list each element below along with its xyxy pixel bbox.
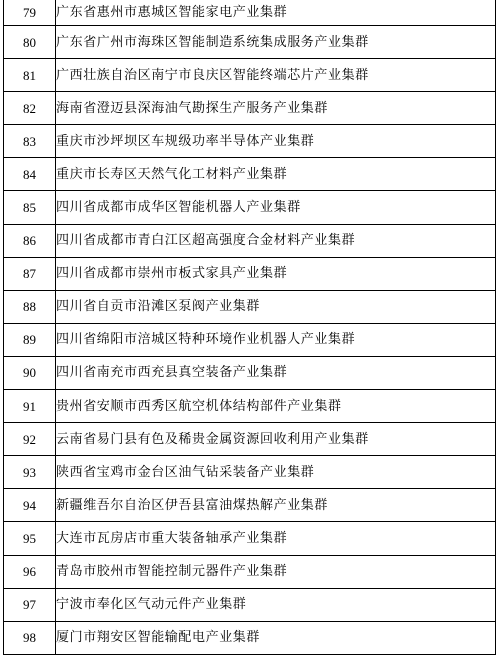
table-row (4, 290, 496, 323)
cluster-name: 四川省绵阳市涪城区特种环境作业机器人产业集群 (56, 323, 496, 356)
row-number: 92 (4, 423, 56, 456)
row-number: 97 (4, 588, 56, 621)
table-row (4, 390, 496, 423)
row-number: 88 (4, 290, 56, 323)
cluster-name: 青岛市胶州市智能控制元器件产业集群 (56, 555, 496, 588)
row-number: 80 (4, 26, 56, 59)
table-row (4, 555, 496, 588)
table-row (4, 621, 496, 654)
cluster-name: 广东省惠州市惠城区智能家电产业集群 (56, 0, 496, 26)
cluster-name: 云南省易门县有色及稀贵金属资源回收利用产业集群 (56, 423, 496, 456)
cluster-name: 大连市瓦房店市重大装备轴承产业集群 (56, 522, 496, 555)
cluster-name: 陕西省宝鸡市金台区油气钻采装备产业集群 (56, 456, 496, 489)
cluster-name: 四川省南充市西充县真空装备产业集群 (56, 356, 496, 389)
cluster-name: 四川省自贡市沿滩区泵阀产业集群 (56, 290, 496, 323)
table-row (4, 191, 496, 224)
table-row (4, 522, 496, 555)
row-number: 79 (4, 0, 56, 26)
document-page (3, 0, 495, 655)
row-number: 83 (4, 125, 56, 158)
row-number: 95 (4, 522, 56, 555)
table-row (4, 59, 496, 92)
cluster-name: 广东省广州市海珠区智能制造系统集成服务产业集群 (56, 26, 496, 59)
row-number: 82 (4, 92, 56, 125)
industry-cluster-table (3, 0, 496, 655)
cluster-name: 海南省澄迈县深海油气勘探生产服务产业集群 (56, 92, 496, 125)
cluster-name: 新疆维吾尔自治区伊吾县富油煤热解产业集群 (56, 489, 496, 522)
row-number: 86 (4, 224, 56, 257)
table-row (4, 489, 496, 522)
cluster-name: 广西壮族自治区南宁市良庆区智能终端芯片产业集群 (56, 59, 496, 92)
row-number: 84 (4, 158, 56, 191)
table-row (4, 125, 496, 158)
table-row (4, 158, 496, 191)
table-row (4, 323, 496, 356)
cluster-name: 贵州省安顺市西秀区航空机体结构部件产业集群 (56, 390, 496, 423)
table-row (4, 588, 496, 621)
cluster-name: 厦门市翔安区智能输配电产业集群 (56, 621, 496, 654)
row-number: 90 (4, 356, 56, 389)
row-number: 85 (4, 191, 56, 224)
table-row (4, 92, 496, 125)
table-row (4, 456, 496, 489)
row-number: 89 (4, 323, 56, 356)
row-number: 81 (4, 59, 56, 92)
row-number: 98 (4, 621, 56, 654)
row-number: 91 (4, 390, 56, 423)
cluster-name: 宁波市奉化区气动元件产业集群 (56, 588, 496, 621)
table-body (4, 0, 496, 654)
table-row (4, 356, 496, 389)
row-number: 96 (4, 555, 56, 588)
cluster-name: 重庆市沙坪坝区车规级功率半导体产业集群 (56, 125, 496, 158)
cluster-name: 四川省成都市青白江区超高强度合金材料产业集群 (56, 224, 496, 257)
table-row (4, 0, 496, 26)
row-number: 87 (4, 257, 56, 290)
table-row (4, 224, 496, 257)
row-number: 94 (4, 489, 56, 522)
cluster-name: 四川省成都市崇州市板式家具产业集群 (56, 257, 496, 290)
row-number: 93 (4, 456, 56, 489)
cluster-name: 重庆市长寿区天然气化工材料产业集群 (56, 158, 496, 191)
cluster-name: 四川省成都市成华区智能机器人产业集群 (56, 191, 496, 224)
table-row (4, 423, 496, 456)
table-row (4, 257, 496, 290)
table-row (4, 26, 496, 59)
